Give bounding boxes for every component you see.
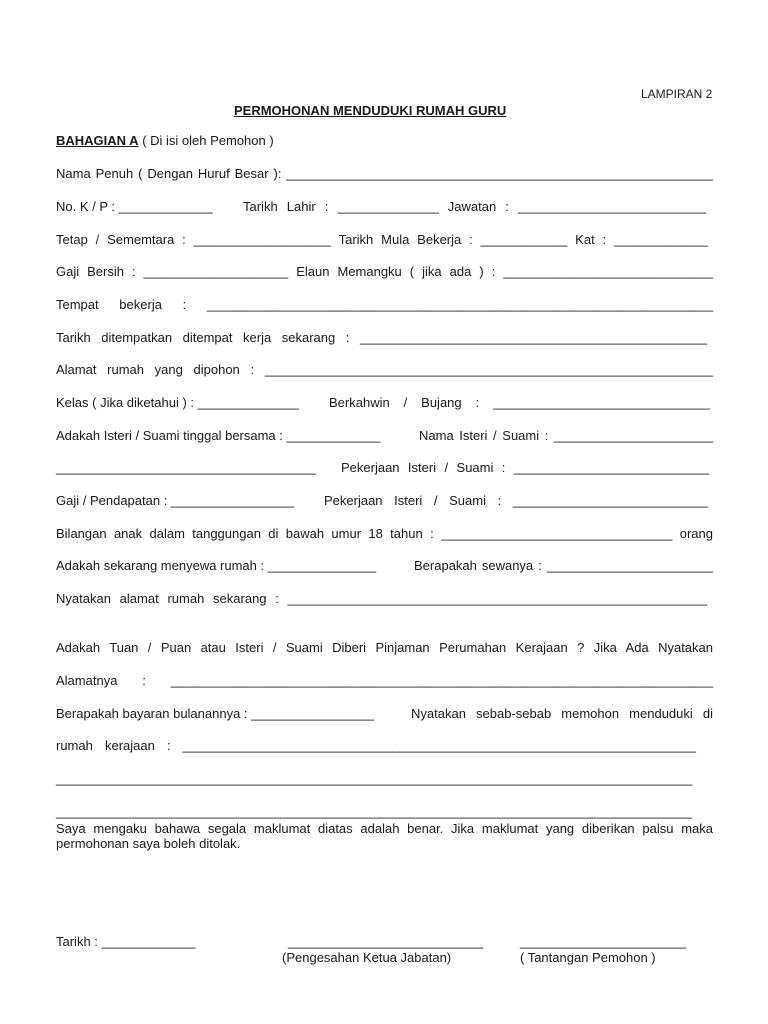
field-kelas[interactable]: Kelas ( Jika diketahui ) : ______________ bbox=[56, 395, 299, 410]
field-nama-penuh[interactable]: Nama Penuh ( Dengan Huruf Besar ): ___________________________________________________________ bbox=[56, 166, 713, 181]
field-no-kp[interactable]: No. K / P : _____________ bbox=[56, 199, 213, 214]
label-tantangan-pemohon: ( Tantangan Pemohon ) bbox=[520, 950, 656, 965]
label-pengesahan-ketua: (Pengesahan Ketua Jabatan) bbox=[282, 950, 452, 965]
field-rumah-kerajaan[interactable]: rumah kerajaan : _______________________________________________________________________ bbox=[56, 738, 696, 753]
field-tetap-sementara[interactable]: Tetap / Sememtara : ___________________ Tarikh Mula Bekerja : ____________ Kat : _____________ bbox=[56, 232, 708, 247]
question-pinjaman: Adakah Tuan / Puan atau Isteri / Suami Diberi Pinjaman Perumahan Kerajaan ? Jika Ada Nyatakan bbox=[56, 640, 713, 655]
field-tempat-bekerja[interactable]: Tempat bekerja : ______________________________________________________________________ bbox=[56, 297, 713, 312]
field-alamatnya[interactable]: Alamatnya : ___________________________________________________________________________ bbox=[56, 673, 713, 688]
field-tarikh[interactable]: Tarikh : _____________ bbox=[56, 934, 196, 949]
label-sebab-memohon: Nyatakan sebab-sebab memohon menduduki di bbox=[411, 706, 713, 721]
field-alamat-sekarang[interactable]: Nyatakan alamat rumah sekarang : __________________________________________________________ bbox=[56, 591, 707, 606]
field-gaji-pendapatan[interactable]: Gaji / Pendapatan : _________________ bbox=[56, 493, 294, 508]
field-blank-line-2[interactable]: ________________________________________________________________________________________ bbox=[56, 771, 693, 786]
field-pekerjaan-isteri-suami-2[interactable]: Pekerjaan Isteri / Suami : ___________________________ bbox=[324, 493, 708, 508]
field-sewa[interactable]: Berapakah sewanya : _______________________ bbox=[414, 558, 713, 573]
field-berkahwin-bujang[interactable]: Berkahwin / Bujang : ______________________________ bbox=[329, 395, 710, 410]
field-tarikh-ditempatkan[interactable]: Tarikh ditempatkan ditempat kerja sekarang : ________________________________________________ bbox=[56, 330, 707, 345]
field-blank-line[interactable]: ____________________________________ bbox=[56, 460, 317, 475]
field-tarikh-lahir-jawatan[interactable]: Tarikh Lahir : ______________ Jawatan : __________________________ bbox=[243, 199, 706, 214]
field-gaji-bersih[interactable]: Gaji Bersih : ____________________ Elaun Memangku ( jika ada ) : _____________________________ bbox=[56, 264, 713, 279]
signature-line-pemohon[interactable]: _______________________ bbox=[520, 934, 687, 949]
field-isteri-suami-bersama[interactable]: Adakah Isteri / Suami tinggal bersama : _____________ bbox=[56, 428, 381, 443]
field-blank-line-3[interactable]: ________________________________________________________________________________________ bbox=[56, 804, 693, 819]
page-title: PERMOHONAN MENDUDUKI RUMAH GURU bbox=[234, 103, 507, 118]
field-nama-isteri-suami[interactable]: Nama Isteri / Suami : ______________________ bbox=[419, 428, 713, 443]
section-note: ( Di isi oleh Pemohon ) bbox=[138, 133, 274, 148]
section-label: BAHAGIAN A bbox=[56, 133, 139, 148]
lampiran-label: LAMPIRAN 2 bbox=[641, 87, 713, 101]
signature-line-ketua[interactable]: ___________________________ bbox=[288, 934, 484, 949]
field-bayaran-bulanan[interactable]: Berapakah bayaran bulanannya : _________________ bbox=[56, 706, 375, 721]
field-alamat-dipohon[interactable]: Alamat rumah yang dipohon : ______________________________________________________________ bbox=[56, 362, 713, 377]
section-heading bbox=[56, 133, 274, 148]
field-bilangan-anak[interactable]: Bilangan anak dalam tanggungan di bawah umur 18 tahun : ________________________________ orang bbox=[56, 526, 713, 541]
field-pekerjaan-isteri-suami-1[interactable]: Pekerjaan Isteri / Suami : ___________________________ bbox=[341, 460, 709, 475]
field-menyewa-rumah[interactable]: Adakah sekarang menyewa rumah : _______________ bbox=[56, 558, 377, 573]
declaration-text: Saya mengaku bahawa segala maklumat diatas adalah benar. Jika maklumat yang diberikan palsu maka permohonan saya boleh ditolak. bbox=[56, 821, 713, 851]
